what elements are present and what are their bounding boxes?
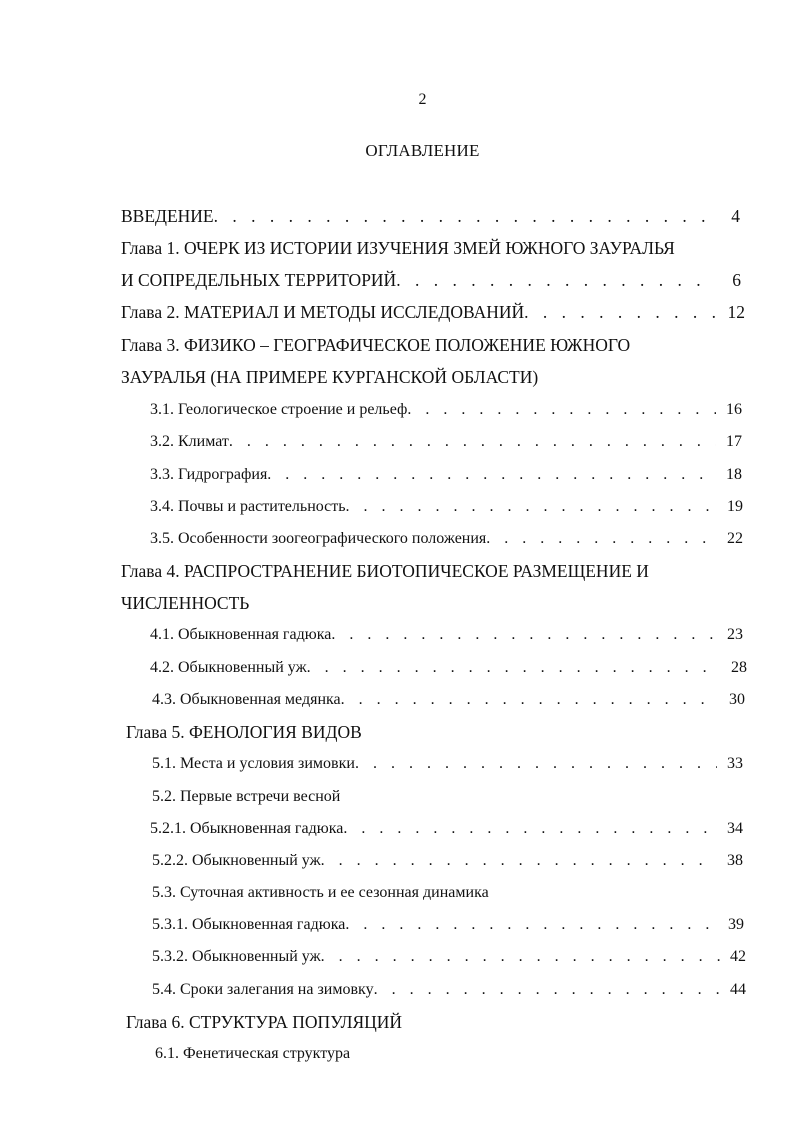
toc-entry — [126, 720, 726, 744]
toc-entry-page: 19 — [727, 498, 743, 515]
toc-leader — [321, 945, 720, 969]
toc-entry — [152, 785, 743, 809]
toc-entry-text: Глава 6. СТРУКТУРА ПОПУЛЯЦИЙ — [126, 1012, 403, 1032]
toc-leader — [307, 656, 721, 680]
toc-entry-page: 18 — [726, 466, 742, 483]
toc-entry-text: 3.4. Почвы и растительность — [150, 498, 346, 515]
toc-entry-text: 4.1. Обыкновенная гадюка — [150, 626, 332, 643]
toc-leader — [331, 623, 717, 647]
toc-entry-text: 6.1. Фенетическая структура — [155, 1045, 351, 1062]
toc-leader — [321, 849, 717, 873]
toc-leader — [374, 978, 720, 1002]
toc-entry — [152, 978, 746, 1002]
toc-entry-text: 5.2.1. Обыкновенная гадюка — [150, 820, 344, 837]
toc-leader — [214, 204, 714, 228]
toc-entry — [126, 1010, 726, 1034]
toc-entry — [121, 204, 740, 228]
toc-entry — [121, 365, 741, 389]
toc-entry — [121, 591, 741, 615]
toc-leader — [355, 752, 717, 776]
toc-entry-page: 38 — [727, 852, 743, 869]
toc-entry-text: 5.1. Места и условия зимовки — [152, 755, 355, 772]
toc-leader — [267, 463, 716, 487]
toc-entry-text: Глава 3. ФИЗИКО – ГЕОГРАФИЧЕСКОЕ ПОЛОЖЕНИЕ ЮЖНОГО — [121, 335, 631, 355]
toc-entry-text: 5.2.2. Обыкновенный уж — [152, 852, 321, 869]
toc-entry-page: 17 — [726, 433, 742, 450]
toc-entry-page: 34 — [727, 820, 743, 837]
toc-entry-text: 3.5. Особенности зоогеографического положения — [150, 530, 487, 547]
toc-entry — [152, 881, 743, 905]
toc-entry-text: 5.4. Сроки залегания на зимовку — [152, 981, 374, 998]
toc-entry — [150, 430, 742, 454]
toc-entry-text: Глава 4. РАСПРОСТРАНЕНИЕ БИОТОПИЧЕСКОЕ РАЗМЕЩЕНИЕ И — [121, 561, 649, 581]
toc-entry-text: И СОПРЕДЕЛЬНЫХ ТЕРРИТОРИЙ — [121, 270, 397, 290]
toc-entry — [121, 333, 741, 357]
toc-entry — [152, 913, 744, 937]
toc-entry-text: 5.3. Суточная активность и ее сезонная динамика — [152, 884, 489, 901]
toc-entry-text: 4.2. Обыкновенный уж — [150, 659, 307, 676]
toc-entry — [152, 752, 743, 776]
toc-entry — [121, 268, 741, 292]
toc-entry-page: 42 — [730, 948, 746, 965]
toc-entry-page: 12 — [727, 302, 745, 322]
toc-entry-text: 3.3. Гидрография — [150, 466, 268, 483]
toc-entry-text: 4.3. Обыкновенная медянка — [152, 691, 341, 708]
toc-entry-text: 5.3.1. Обыкновенная гадюка — [152, 916, 346, 933]
toc-entry-text: ВВЕДЕНИЕ — [121, 206, 214, 226]
toc-entry — [150, 656, 747, 680]
toc-leader — [229, 430, 716, 454]
toc-entry — [121, 236, 741, 260]
toc-entry-page: 39 — [728, 916, 744, 933]
toc-entry-text: 5.3.2. Обыкновенный уж — [152, 948, 321, 965]
toc-entry-page: 30 — [729, 691, 745, 708]
toc-entry-text: ЧИСЛЕННОСТЬ — [121, 593, 250, 613]
toc-leader — [407, 398, 716, 422]
toc-entry — [150, 623, 743, 647]
toc-entry-text: Глава 1. ОЧЕРК ИЗ ИСТОРИИ ИЗУЧЕНИЯ ЗМЕЙ ЮЖНОГО ЗАУРАЛЬЯ — [121, 238, 675, 258]
toc-leader — [345, 913, 718, 937]
toc-entry — [152, 688, 745, 712]
toc-entry-text: 5.2. Первые встречи весной — [152, 788, 341, 805]
toc-entry — [150, 495, 743, 519]
toc-title: ОГЛАВЛЕНИЕ — [365, 141, 480, 160]
page-number: 2 — [418, 91, 427, 108]
toc-leader — [486, 527, 717, 551]
toc-entry — [150, 398, 742, 422]
toc-leader — [343, 817, 717, 841]
toc-entry-page: 44 — [730, 981, 746, 998]
toc-entry-text: ЗАУРАЛЬЯ (НА ПРИМЕРЕ КУРГАНСКОЙ ОБЛАСТИ) — [121, 367, 539, 387]
toc-entry-text: 3.2. Климат — [150, 433, 229, 450]
toc-leader — [396, 268, 715, 292]
toc-leader — [341, 688, 719, 712]
toc-entry-text: Глава 5. ФЕНОЛОГИЯ ВИДОВ — [126, 722, 362, 742]
toc-entry — [121, 559, 741, 583]
toc-entry — [121, 300, 745, 324]
toc-entry-text: 3.1. Геологическое строение и рельеф — [150, 401, 408, 418]
toc-entry — [150, 463, 742, 487]
toc-entry-page: 23 — [727, 626, 743, 643]
toc-entry-page: 22 — [727, 530, 743, 547]
toc-entry-text: Глава 2. МАТЕРИАЛ И МЕТОДЫ ИССЛЕДОВАНИЙ — [121, 302, 525, 322]
toc-entry-page: 33 — [727, 755, 743, 772]
toc-entry — [150, 817, 743, 841]
toc-entry — [152, 945, 746, 969]
toc-entry — [155, 1042, 743, 1066]
toc-entry — [152, 849, 743, 873]
toc-leader — [346, 495, 717, 519]
toc-entry-page: 6 — [732, 270, 741, 290]
toc-entry-page: 28 — [731, 659, 747, 676]
toc-leader — [524, 300, 719, 324]
toc-entry — [150, 527, 743, 551]
toc-entry-page: 16 — [726, 401, 742, 418]
toc-entry-page: 4 — [731, 206, 740, 226]
